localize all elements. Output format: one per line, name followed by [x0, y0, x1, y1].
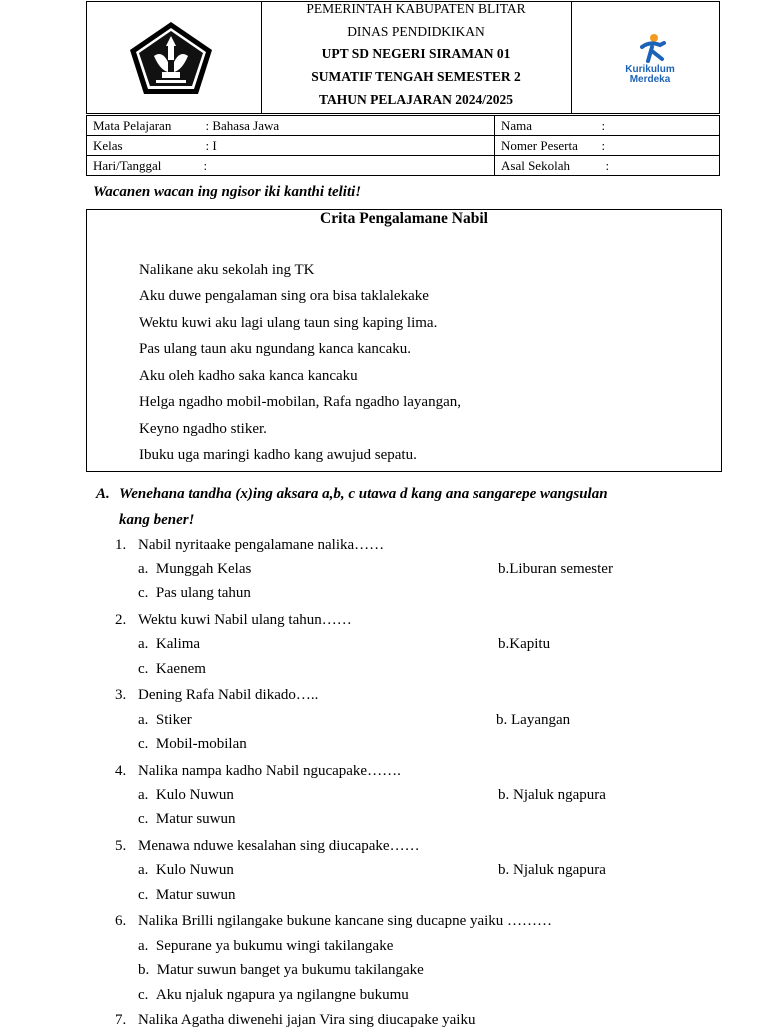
- header-line-2: DINAS PENDIDKIKAN: [347, 24, 485, 39]
- header-line-4: SUMATIF TENGAH SEMESTER 2: [311, 69, 521, 84]
- header-line-3: UPT SD NEGERI SIRAMAN 01: [321, 46, 511, 61]
- story-title: Crita Pengalamane Nabil: [320, 210, 488, 227]
- option-a[interactable]: a. Sepurane ya bukumu wingi takilangake: [138, 938, 394, 954]
- option-b[interactable]: b. Layangan: [496, 712, 571, 728]
- question-number: 7.: [115, 1012, 127, 1028]
- option-a[interactable]: a. Kulo Nuwun: [138, 787, 234, 803]
- question-text: Nalika Brilli ngilangake bukune kancane sing ducapne yaiku ………: [138, 913, 553, 929]
- question-text: Dening Rafa Nabil dikado…..: [138, 687, 319, 703]
- question-text: Menawa nduwe kesalahan sing diucapake……: [138, 838, 420, 854]
- option-text: Kaenem: [155, 661, 206, 677]
- participant-number-value: :: [601, 137, 606, 153]
- option-text: Munggah Kelas: [155, 561, 252, 577]
- header-line-5: TAHUN PELAJARAN 2024/2025: [318, 92, 513, 107]
- option-b[interactable]: b.Kapitu: [498, 636, 551, 652]
- info-row-participant-number[interactable]: [495, 136, 720, 156]
- option-a[interactable]: a. Kalima: [138, 636, 201, 652]
- story-line: Helga ngadho mobil-mobilan, Rafa ngadho layangan,: [139, 394, 461, 410]
- option-c[interactable]: c. Mobil-mobilan: [138, 736, 247, 752]
- info-row-date[interactable]: [87, 156, 495, 176]
- story-line: Wektu kuwi aku lagi ulang taun sing kaping lima.: [139, 315, 438, 331]
- reading-instruction: Wacanen wacan ing ngisor iki kanthi teliti!: [93, 184, 362, 200]
- option-c[interactable]: c. Matur suwun: [138, 811, 236, 827]
- logo-text-merdeka: Merdeka: [629, 74, 671, 85]
- info-row-class: [87, 136, 495, 156]
- name-label: Nama: [501, 117, 533, 133]
- option-text: Pas ulang tahun: [155, 585, 251, 601]
- option-text: Stiker: [155, 712, 192, 728]
- question-text: Wektu kuwi Nabil ulang tahun……: [138, 612, 352, 628]
- question-text: Nabil nyritaake pengalamane nalika……: [138, 537, 385, 553]
- participant-number-label: Nomer Peserta: [501, 137, 578, 153]
- option-text: Mobil-mobilan: [155, 736, 247, 752]
- story-box: [86, 209, 722, 472]
- kurikulum-figure-icon: [604, 25, 696, 65]
- option-b[interactable]: b. Matur suwun banget ya bukumu takilangake: [138, 962, 424, 978]
- question-number: 2.: [115, 612, 127, 628]
- question-number: 5.: [115, 838, 127, 854]
- story-line: Ibuku uga maringi kadho kang awujud sepatu.: [139, 447, 417, 463]
- option-text: Matur suwun: [155, 811, 236, 827]
- class-value: : I: [205, 137, 217, 153]
- section-a-instruction-line-2: kang bener!: [119, 512, 195, 528]
- option-c[interactable]: c. Aku njaluk ngapura ya ngilangne bukumu: [138, 987, 409, 1003]
- question-number: 6.: [115, 913, 127, 929]
- story-line: Keyno ngadho stiker.: [139, 421, 267, 437]
- question-number: 1.: [115, 537, 127, 553]
- option-b[interactable]: b. Njaluk ngapura: [498, 787, 606, 803]
- info-row-subject: [87, 116, 495, 136]
- date-value: :: [203, 157, 208, 173]
- option-text: Kalima: [155, 636, 201, 652]
- question-text: Nalika nampa kadho Nabil ngucapake…….: [138, 763, 401, 779]
- option-a[interactable]: a. Stiker: [138, 712, 192, 728]
- option-text: Njaluk ngapura: [513, 862, 606, 878]
- student-info-table: [86, 115, 720, 176]
- option-text: Sepurane ya bukumu wingi takilangake: [155, 938, 394, 954]
- option-a[interactable]: a. Munggah Kelas: [138, 561, 252, 577]
- header-line-1: PEMERINTAH KABUPATEN BLITAR: [306, 1, 526, 16]
- option-text: Aku njaluk ngapura ya ngilangne bukumu: [155, 987, 409, 1003]
- question-number: 4.: [115, 763, 127, 779]
- subject-label: Mata Pelajaran: [93, 117, 172, 133]
- option-text: Matur suwun banget ya bukumu takilangake: [156, 962, 424, 978]
- info-row-school[interactable]: [495, 156, 720, 176]
- option-text: Liburan semester: [509, 561, 613, 577]
- regency-emblem-icon: [128, 20, 214, 96]
- option-text: Kulo Nuwun: [155, 787, 234, 803]
- option-b[interactable]: b. Njaluk ngapura: [498, 862, 606, 878]
- header-divider-right: [571, 2, 572, 113]
- section-a-marker: A.: [96, 486, 110, 502]
- option-text: Matur suwun: [155, 887, 236, 903]
- story-line: Pas ulang taun aku ngundang kanca kancaku.: [139, 341, 411, 357]
- option-text: Layangan: [511, 712, 571, 728]
- kurikulum-merdeka-logo: [604, 25, 696, 95]
- option-c[interactable]: c. Pas ulang tahun: [138, 585, 251, 601]
- option-c[interactable]: c. Matur suwun: [138, 887, 236, 903]
- option-c[interactable]: c. Kaenem: [138, 661, 206, 677]
- option-b[interactable]: b.Liburan semester: [498, 561, 613, 577]
- info-row-name[interactable]: [495, 116, 720, 136]
- section-a-instruction-line-1: Wenehana tandha (x)ing aksara a,b, c utawa d kang ana sangarepe wangsulan: [119, 486, 608, 502]
- date-label: Hari/Tanggal: [93, 157, 162, 173]
- story-line: Aku duwe pengalaman sing ora bisa taklalekake: [139, 288, 429, 304]
- school-label: Asal Sekolah: [501, 157, 570, 173]
- option-text: Njaluk ngapura: [513, 787, 606, 803]
- question-number: 3.: [115, 687, 127, 703]
- question-text: Nalika Agatha diwenehi jajan Vira sing diucapake yaiku: [138, 1012, 476, 1028]
- option-text: Kulo Nuwun: [155, 862, 234, 878]
- school-value: :: [605, 157, 610, 173]
- story-line: Aku oleh kadho saka kanca kancaku: [139, 368, 358, 384]
- name-value: :: [601, 117, 606, 133]
- story-line: Nalikane aku sekolah ing TK: [139, 262, 315, 278]
- subject-value: : Bahasa Jawa: [205, 117, 280, 133]
- logo-text-kurikulum: Kurikulum: [625, 64, 675, 75]
- option-a[interactable]: a. Kulo Nuwun: [138, 862, 234, 878]
- option-text: Kapitu: [509, 636, 551, 652]
- class-label: Kelas: [93, 137, 123, 153]
